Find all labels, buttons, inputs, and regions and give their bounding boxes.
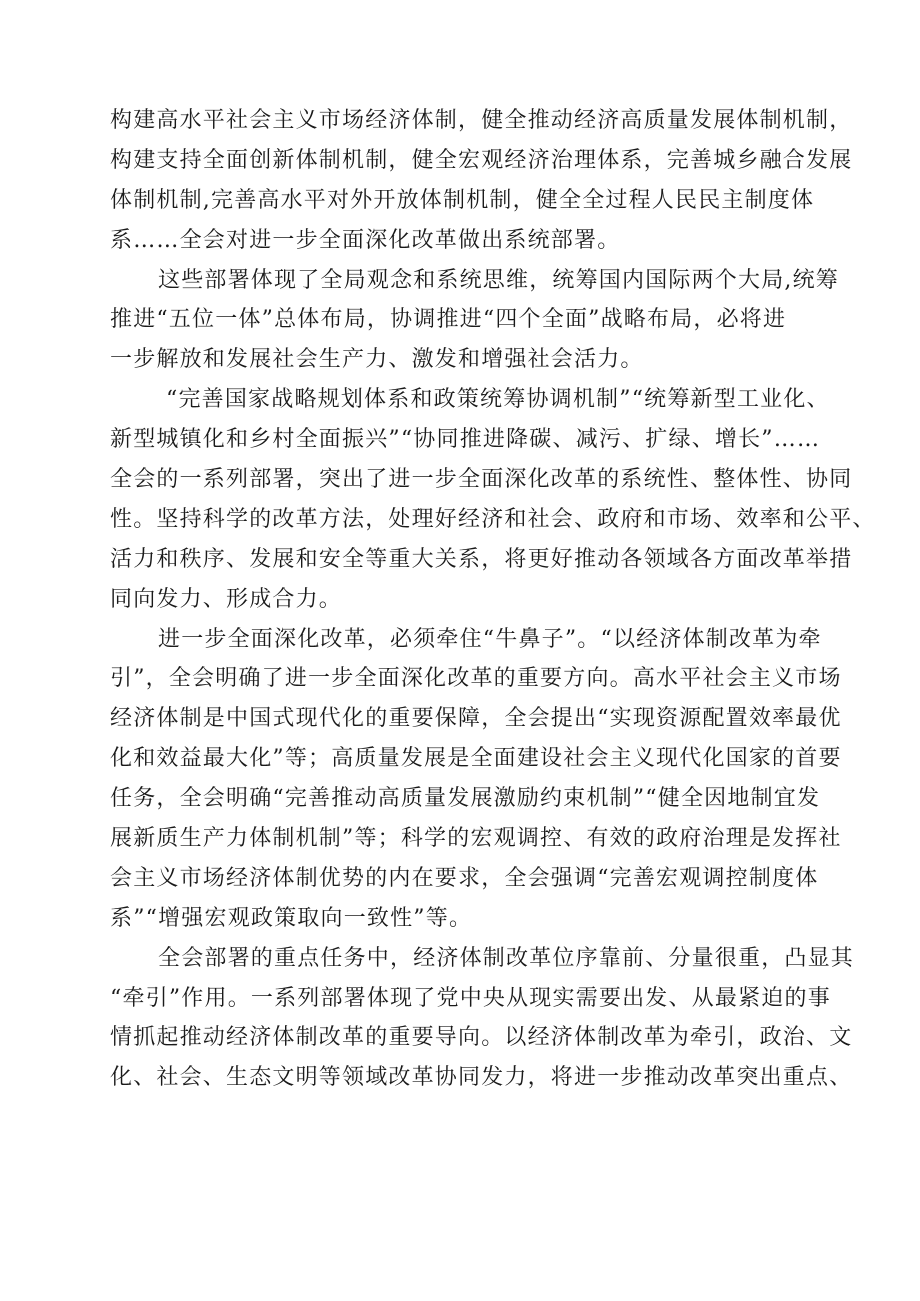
- text-line: 活力和秩序、发展和安全等重大关系，将更好推动各领域各方面改革举措: [110, 546, 853, 572]
- text-line: 推进“五位一体”总体布局，协调推进“四个全面”战略布局，必将进: [110, 307, 787, 333]
- text-line: 引”，全会明确了进一步全面深化改革的重要方向。高水平社会主义市场: [110, 666, 842, 692]
- text-line: 化和效益最大化”等；高质量发展是全面建设社会主义现代化国家的首要: [110, 746, 842, 772]
- text-line: 全会的一系列部署，突出了进一步全面深化改革的系统性、整体性、协同: [110, 467, 853, 493]
- text-line: 任务，全会明确“完善推动高质量发展激励约束机制”“健全因地制宜发: [110, 786, 821, 812]
- text-line: 系”“增强宏观政策取向一致性”等。: [110, 905, 473, 931]
- text-line: 化、社会、生态文明等领域改革协同发力，将进一步推动改革突出重点、: [110, 1065, 853, 1091]
- text-line: 性。坚持科学的改革方法，处理好经济和社会、政府和市场、效率和公平、: [110, 506, 876, 532]
- text-line: 会主义市场经济体制优势的内在要求，全会强调“完善宏观调控制度体: [110, 865, 819, 891]
- text-line: 构建支持全面创新体制机制，健全宏观经济治理体系，完善城乡融合发展: [110, 147, 853, 173]
- text-line: 情抓起推动经济体制改革的重要导向。以经济体制改革为牵引，政治、文: [110, 1025, 853, 1051]
- text-line: 同向发力、形成合力。: [110, 586, 343, 612]
- paragraph-first-line: 这些部署体现了全局观念和系统思维，统筹国内国际两个大局,统筹: [158, 267, 839, 293]
- document-body: [110, 101, 876, 1098]
- text-line: 一步解放和发展社会生产力、激发和增强社会活力。: [110, 347, 644, 373]
- text-line: 新型城镇化和乡村全面振兴”“协同推进降碳、减污、扩绿、增长”……: [110, 427, 821, 453]
- text-line: 经济体制是中国式现代化的重要保障，全会提出“实现资源配置效率最优: [110, 706, 842, 732]
- text-line: “牵引”作用。一系列部署体现了党中央从现实需要出发、从最紧迫的事: [110, 985, 831, 1011]
- paragraph-first-line: “完善国家战略规划体系和政策统筹协调机制”“统筹新型工业化、: [166, 387, 830, 413]
- paragraph-first-line: 全会部署的重点任务中，经济体制改革位序靠前、分量很重，凸显其: [158, 945, 855, 971]
- text-line: 展新质生产力体制机制”等；科学的宏观调控、有效的政府治理是发挥社: [110, 826, 842, 852]
- text-line: 系……全会对进一步全面深化改革做出系统部署。: [110, 227, 621, 253]
- text-line: 体制机制,完善高水平对外开放体制机制，健全全过程人民民主制度体: [110, 187, 815, 213]
- paragraph-first-line: 进一步全面深化改革，必须牵住“牛鼻子”。“以经济体制改革为牵: [158, 626, 822, 652]
- text-line: 构建高水平社会主义市场经济体制，健全推动经济高质量发展体制机制，: [110, 108, 853, 133]
